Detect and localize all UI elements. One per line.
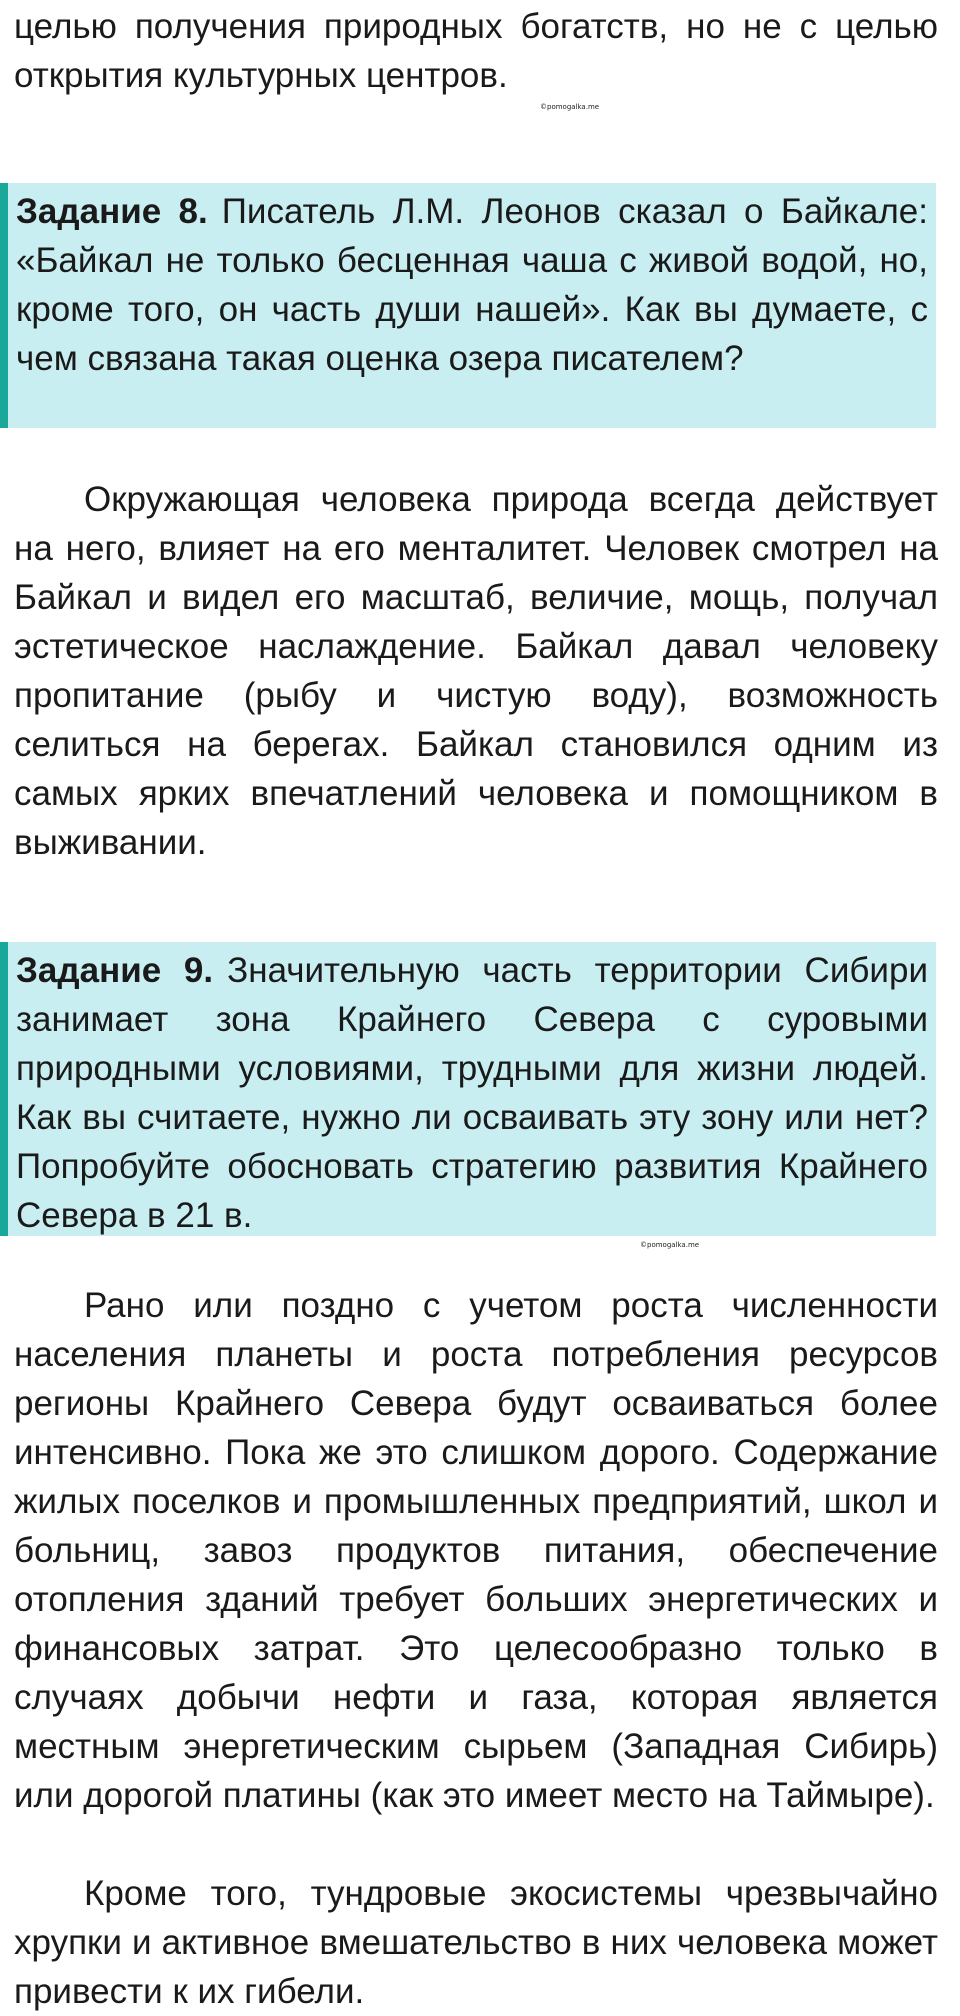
- watermark: ©pomogalka.me: [540, 103, 600, 111]
- task-9-answer-p1: Рано или поздно с учетом роста численности населения планеты и роста потребления ресурсов регионы Крайнего Севера будут осваиваться более интенсивно. Пока же это слишком дорого. Содержание жилых поселков и промышленных предприятий, школ и больниц, завоз продуктов питания, обеспечение отопления зданий требует больших энергетических и финансовых затрат. Это целесообразно только в случаях добычи нефти и газа, которая является местным энергетическим сырьем (Западная Сибирь) или дорогой платины (как это имеет место на Таймыре).: [14, 1286, 938, 1815]
- task-9-label: Задание 9.: [16, 951, 214, 990]
- watermark-2: ©pomogalka.me: [640, 1241, 700, 1249]
- task-8-question: Писатель Л.М. Леонов сказал о Байкале: «Байкал не только бесценная чаша с живой водой, но, кроме того, он часть души нашей». Как вы думаете, с чем связана такая оценка озера писателем?: [16, 192, 928, 378]
- task-8-answer: Окружающая человека природа всегда действует на него, влияет на его менталитет. Человек смотрел на Байкал и видел его масштаб, величие, мощь, получал эстетическое наслаждение. Байкал давал человеку пропитание (рыбу и чистую воду), возможность селиться на берегах. Байкал становился одним из самых ярких впечатлений человека и помощником в выживании.: [14, 480, 938, 862]
- task-8-label: Задание 8.: [16, 192, 208, 231]
- task-9-box: [0, 942, 936, 1236]
- task-8-text: [16, 187, 928, 383]
- task-9-question: Значительную часть территории Сибири занимает зона Крайнего Севера с суровыми природными условиями, трудными для жизни людей. Как вы считаете, нужно ли осваивать эту зону или нет? Попробуйте обосновать стратегию развития Крайнего Севера в 21 в.: [16, 951, 928, 1235]
- task-9-text: [16, 946, 928, 1240]
- intro-fragment: целью получения природных богатств, но не с целью открытия культурных центров.: [14, 7, 938, 95]
- task-8-box: [0, 183, 936, 428]
- task-9-answer-p2: Кроме того, тундровые экосистемы чрезвычайно хрупки и активное вмешательство в них человека может привести к их гибели.: [14, 1874, 938, 2011]
